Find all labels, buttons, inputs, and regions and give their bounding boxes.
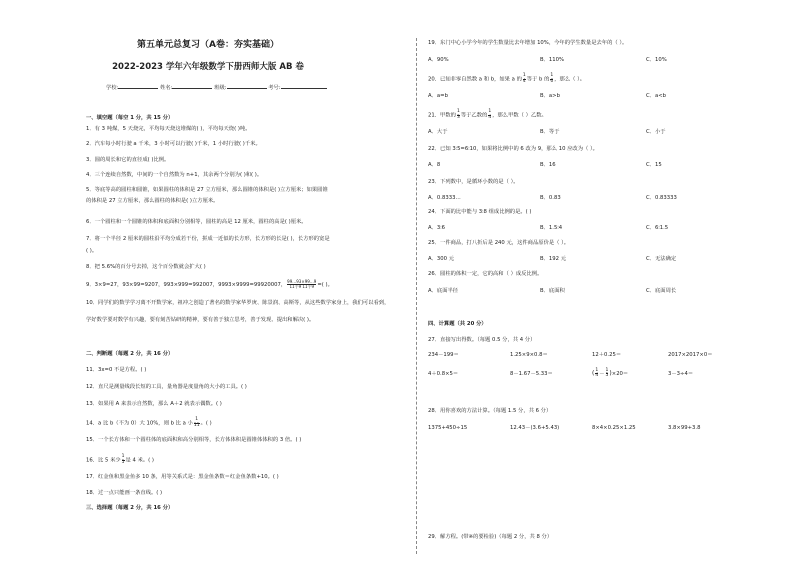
question-2: 2．汽车每小时行驶 a 千米，3 小时可以行驶( )千米，1 小时行驶( )千米。 <box>86 141 261 147</box>
question-11: 11．3x=0 不是方程。( ) <box>86 367 147 373</box>
class-field[interactable] <box>227 82 267 89</box>
class-label: 班级: <box>214 85 227 91</box>
q20-fraction-2-den: 6 <box>550 78 554 84</box>
question-9-answer: =( )。 <box>317 282 333 288</box>
q27-fraction-1-num: 1 <box>595 367 599 373</box>
question-29: 29．解方程。(带※的要检验)（每题 2 分，共 8 分） <box>428 534 553 540</box>
exam-subtitle: 2022-2023 学年六年级数学下册西师大版 AB 卷 <box>112 62 304 72</box>
question-22: 22．已知 3∶5=6∶10，如果将比例中的 6 改为 9，那么 10 应改为（ ）。 <box>428 146 598 152</box>
question-27: 27．直接写出得数。（每题 0.5 分，共 4 分） <box>428 337 536 343</box>
section-4-heading: 四、计算题（共 20 分） <box>428 321 487 327</box>
exam-title: 第五单元总复习（A卷：夯实基础） <box>137 40 279 50</box>
question-19: 19．东门中心小学今年的学生数量比去年增加 10%，今年的学生数量是去年的（ ）。 <box>428 40 628 46</box>
q20-fraction-2-num: 1 <box>550 73 554 78</box>
school-label: 学校: <box>106 85 119 91</box>
q20-fraction-1-num: 1 <box>522 73 526 78</box>
q20-fraction-1 <box>523 74 526 84</box>
question-20-text: 20．已知非零自然数 a 和 b，如果 a 的 <box>428 76 522 83</box>
question-23: 23．下列数中，是循环小数的是（ ）。 <box>428 179 519 185</box>
q22-option-b: B．16 <box>540 162 556 168</box>
q27-item-5: 4＋0.8×5＝ <box>428 371 459 377</box>
q21-option-c: C．小于 <box>646 129 666 135</box>
question-9-fraction-den: 11个9 11个9 <box>289 284 315 289</box>
q28-item-4: 3.8×99+3.8 <box>668 425 701 431</box>
question-1: 1．有 3 吨煤，5 天烧完，平均每天烧这堆煤的( )，平均每天烧( )吨。 <box>86 126 251 132</box>
q24-option-a: A．3∶6 <box>428 225 446 231</box>
q21-fraction-1-num: 1 <box>456 109 460 114</box>
q27-item-8: 3－3÷4＝ <box>668 371 694 377</box>
question-20 <box>428 74 585 84</box>
q27-fraction-1 <box>595 369 598 379</box>
q27-item-4: 2017×2017×0＝ <box>668 352 713 358</box>
school-field[interactable] <box>118 82 158 89</box>
q27-item-1: 234－199＝ <box>428 352 459 358</box>
question-21-end: ，那么甲数（ ）乙数。 <box>492 112 547 119</box>
q20-fraction-1-den: 4 <box>522 78 526 84</box>
question-16-fraction-num: 1 <box>121 454 125 459</box>
question-20-mid: 等于 b 的 <box>526 76 550 83</box>
q27-item-3: 12＋0.25＝ <box>592 352 622 358</box>
question-8: 8．把 5.6%的百分号去掉，这个百分数就会扩大( ) <box>86 264 206 270</box>
close-paren: ) <box>609 370 612 377</box>
question-21 <box>428 110 547 120</box>
q23-option-c: C．0.83333 <box>646 195 677 201</box>
question-21-mid: 等于乙数的 <box>460 112 488 119</box>
question-16 <box>86 455 154 465</box>
q24-option-b: B．1.5∶4 <box>540 225 563 231</box>
q28-item-3: 8×4×0.25×1.25 <box>592 425 636 431</box>
section-1-heading: 一、填空题（每空 1 分，共 15 分） <box>86 115 174 121</box>
open-paren: ( <box>592 370 595 377</box>
q28-item-2: 12.43－(3.6+5.43) <box>510 425 560 431</box>
question-16-text: 16．比 5 米少 <box>86 457 121 464</box>
question-6: 6．一个圆柱和一个圆锥的体积和底面积分别相等，圆柱的高是 12 厘米，圆柱的高是( )厘米。 <box>86 219 307 225</box>
question-20-end: ，那么（ ）。 <box>554 76 586 83</box>
question-9 <box>86 280 333 289</box>
q19-option-b: B．110% <box>540 57 565 63</box>
q26-option-c: C．底面周长 <box>646 288 677 294</box>
q26-option-b: B．底面积 <box>540 288 565 294</box>
section-3-heading: 三、选择题（每题 2 分，共 16 分） <box>86 505 174 511</box>
question-7-line1: 7．将一个半径 2 厘米的圆柱沿平均分成若干份，拼成一近似的长方形，长方形的长是( )，长方形的宽是 <box>86 236 330 242</box>
question-5-line2: 的体积是 27 立方厘米，那么圆柱的体积是( )立方厘米。 <box>86 198 219 204</box>
q19-option-c: C．10% <box>646 57 667 63</box>
question-16-fraction <box>122 455 125 465</box>
q27-item-2: 1.25×9×0.8＝ <box>510 352 548 358</box>
q22-option-a: A．8 <box>428 162 441 168</box>
q20-option-c: C．a<b <box>646 93 667 99</box>
question-14-fraction-den: 11 <box>193 422 200 428</box>
q24-option-c: C．6∶1.5 <box>646 225 669 231</box>
q26-option-a: A．底面半径 <box>428 288 459 294</box>
q25-option-a: A．300 元 <box>428 256 455 262</box>
q27-fraction-2-den: 5 <box>605 373 609 378</box>
question-16-answer: 是 4 米。( ) <box>125 457 154 464</box>
question-14-fraction <box>194 418 200 428</box>
question-5-line1: 5．等底等高的圆柱和圆锥，如果圆柱的体积是 27 立方厘米，那么圆锥的体积是( )立方厘米；如果圆锥 <box>86 187 328 193</box>
question-21-text: 21．甲数的 <box>428 112 456 119</box>
q27-item-7-end: ×20＝ <box>611 371 629 377</box>
q27-fraction-2-num: 1 <box>605 367 609 373</box>
question-12: 12．直尺是测量线段长短的工具，量角器是度量角的大小的工具。( ) <box>86 384 247 390</box>
q21-option-a: A．大于 <box>428 129 448 135</box>
question-10-line1: 10．同学们的数学学习离不开数学家，祖冲之创造了著名的数学家华罗庚、陈景润、高斯等，从这些数学家身上，我们可以看到， <box>86 300 390 306</box>
question-3: 3．圆的周长和它的直径成( )比例。 <box>86 157 170 163</box>
question-14-answer: 。( ) <box>200 420 212 427</box>
q21-fraction-1-den: 3 <box>456 114 460 120</box>
question-9-fraction <box>287 280 316 289</box>
question-28: 28．用你喜欢的方法计算。（每题 1.5 分，共 6 分） <box>428 408 552 414</box>
name-label: 姓名: <box>160 85 173 91</box>
question-17: 17．红金鱼和黑金鱼多 10 条，用等关系式是：黑金鱼条数＝红金鱼条数+10。( ) <box>86 474 279 480</box>
q27-item-7: ( $\frac{1}{4}$ － $\frac{1}{5}$ )×20＝ <box>592 367 629 378</box>
q27-item-6: 8－1.67－5.33＝ <box>510 371 553 377</box>
q21-option-b: B．等于 <box>540 129 560 135</box>
question-15: 15．一个长方体和一个圆柱体的底面积和高分别相等，长方体体积是圆锥体体积的 3 倍。( ) <box>86 437 302 443</box>
q23-option-b: B．0.83 <box>540 195 561 201</box>
question-7-line2: ( )。 <box>86 248 98 254</box>
q28-item-1: 1375+450÷15 <box>428 425 468 431</box>
question-14-text: 14．a 比 b（不为 0）大 10%，则 b 比 a 小 <box>86 420 193 427</box>
q20-option-a: A．a=b <box>428 93 448 99</box>
q21-fraction-1 <box>457 110 460 120</box>
q25-option-b: B．192 元 <box>540 256 567 262</box>
q27-fraction-2 <box>605 367 612 379</box>
question-4: 4．三个连续自然数，中间的一个自然数为 n+1，其余两个分别为( )和( )。 <box>86 172 263 178</box>
q20-fraction-2 <box>550 74 553 84</box>
question-9-text: 9．3×9=27，93×99=9207，993×999=992007，9993×9999=99920007， <box>86 282 287 288</box>
right-column <box>418 0 794 562</box>
q22-option-c: C．15 <box>646 162 662 168</box>
question-25: 25．一件商品，打八折后是 240 元，这件商品原价是（ ）。 <box>428 240 570 246</box>
question-18: 18．过一点只能画一条直线。( ) <box>86 490 163 496</box>
question-10-line2: 学好数学要对数学有兴趣，要有刻苦钻研的精神，要有善于独立思考，善于发现、提出和解决( )。 <box>86 317 315 323</box>
question-14 <box>86 418 212 428</box>
number-field[interactable] <box>281 82 327 89</box>
q19-option-a: A．90% <box>428 57 449 63</box>
question-13: 13．如果用 A 来表示自然数，那么 A＋2 就表示偶数。( ) <box>86 401 222 407</box>
question-24: 24．下面的比中能与 3∶8 组成比例的是。( ) <box>428 209 532 215</box>
q27-fraction-1-den: 4 <box>595 373 599 378</box>
q21-fraction-2 <box>488 110 491 120</box>
column-divider <box>416 38 417 554</box>
question-26: 26．圆柱的体积一定，它的高和（ ）成反比例。 <box>428 271 543 277</box>
q25-option-c: C．无法确定 <box>646 256 677 262</box>
q20-option-b: B．a>b <box>540 93 560 99</box>
name-field[interactable] <box>172 82 212 89</box>
question-9-fraction-num: 99…93×99…9 <box>287 279 317 284</box>
section-2-heading: 二、判断题（每题 2 分，共 16 分） <box>86 351 174 357</box>
q23-option-a: A．0.8333… <box>428 195 461 201</box>
q21-fraction-2-den: 4 <box>488 114 492 120</box>
question-14-fraction-num: 1 <box>195 417 199 422</box>
question-16-fraction-den: 5 <box>121 459 125 465</box>
number-label: 考号: <box>268 85 281 91</box>
q21-fraction-2-num: 1 <box>488 109 492 114</box>
student-info-row <box>106 82 327 92</box>
